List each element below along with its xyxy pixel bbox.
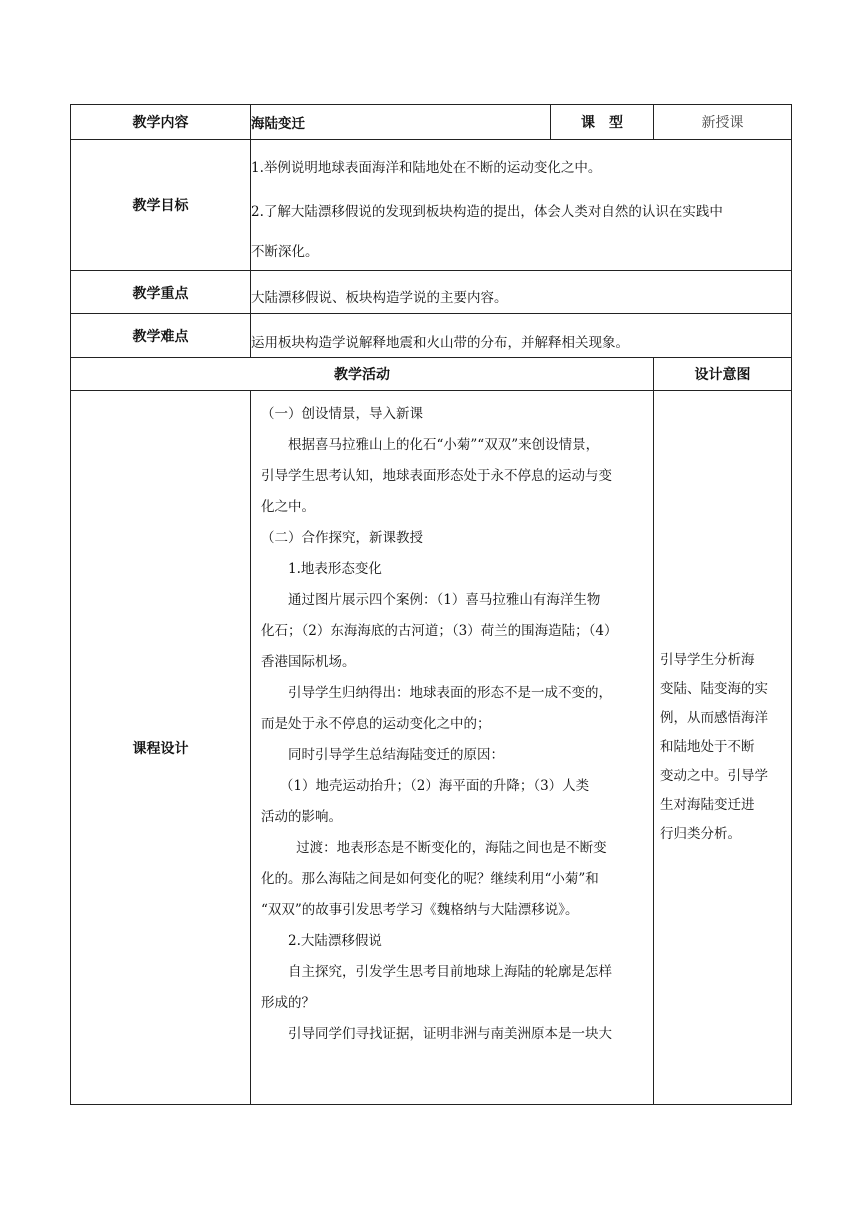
subsection-heading: 1.地表形态变化 — [288, 561, 382, 577]
section-heading: （二）合作探究，新课教授 — [261, 530, 423, 546]
intent-line: 生对海陆变迁进 — [660, 797, 755, 813]
objectives-row — [71, 140, 792, 271]
paragraph-line: 化的。那么海陆之间是如何变化的呢？继续利用“小菊”和 — [261, 871, 599, 887]
intent-header: 设计意图 — [654, 358, 792, 391]
difficulties-text: 运用板块构造学说解释地震和火山带的分布，并解释相关现象。 — [251, 314, 792, 358]
subsection-heading: 2.大陆漂移假说 — [288, 933, 382, 949]
paragraph-line: 香港国际机场。 — [261, 654, 356, 670]
difficulties-label: 教学难点 — [71, 314, 251, 358]
objective-item: 1.举例说明地球表面海洋和陆地处在不断的运动变化之中。 — [251, 160, 602, 176]
design-intent — [654, 391, 792, 1105]
paragraph-line: 同时引导学生总结海陆变迁的原因： — [288, 747, 504, 763]
paragraph-line: 根据喜马拉雅山上的化石“小菊”“双双”来创设情景， — [288, 437, 600, 453]
paragraph-line: 引导同学们寻找证据，证明非洲与南美洲原本是一块大 — [288, 1026, 612, 1042]
intent-line: 引导学生分析海 — [660, 652, 755, 668]
course-design-content — [251, 391, 654, 1105]
intent-line: 和陆地处于不断 — [660, 739, 755, 755]
key-points-row — [71, 271, 792, 314]
content-label: 教学内容 — [71, 105, 251, 140]
paragraph-line: 通过图片展示四个案例：（1）喜马拉雅山有海洋生物 — [288, 592, 601, 608]
activities-header: 教学活动 — [71, 358, 654, 391]
intent-line: 变动之中。引导学 — [660, 768, 768, 784]
type-label: 课 型 — [551, 105, 654, 140]
paragraph-line: 活动的影响。 — [261, 809, 342, 825]
intent-line: 行归类分析。 — [660, 826, 741, 842]
paragraph-line: 引导学生思考认知，地球表面形态处于永不停息的运动与变 — [261, 468, 612, 484]
content-value: 海陆变迁 — [251, 105, 551, 140]
key-points-label: 教学重点 — [71, 271, 251, 314]
intent-line: 变陆、陆变海的实 — [660, 681, 768, 697]
paragraph-line: （1）地壳运动抬升；（2）海平面的升降；（3）人类 — [279, 778, 590, 794]
objectives-content — [251, 140, 792, 271]
paragraph-line: 过渡：地表形态是不断变化的，海陆之间也是不断变 — [296, 840, 607, 856]
paragraph-line: 化之中。 — [261, 499, 315, 515]
key-points-text: 大陆漂移假说、板块构造学说的主要内容。 — [251, 271, 792, 314]
paragraph-line: 形成的？ — [261, 995, 315, 1011]
section-heading: （一）创设情景，导入新课 — [261, 406, 423, 422]
course-design-row — [71, 391, 792, 1105]
lesson-plan-table — [70, 104, 792, 1105]
course-design-label: 课程设计 — [71, 391, 251, 1105]
objectives-label: 教学目标 — [71, 140, 251, 271]
paragraph-line: 化石；（2）东海海底的古河道；（3）荷兰的围海造陆；（4） — [261, 623, 618, 639]
paragraph-line: 而是处于永不停息的运动变化之中的； — [261, 716, 491, 732]
difficulties-row — [71, 314, 792, 358]
header-row — [71, 105, 792, 140]
paragraph-line: “双双”的故事引发思考学习《魏格纳与大陆漂移说》。 — [261, 902, 579, 918]
paragraph-line: 引导学生归纳得出：地球表面的形态不是一成不变的， — [288, 685, 612, 701]
paragraph-line: 自主探究，引发学生思考目前地球上海陆的轮廓是怎样 — [288, 964, 612, 980]
objective-item: 不断深化。 — [251, 244, 319, 260]
activity-header-row — [71, 358, 792, 391]
intent-line: 例，从而感悟海洋 — [660, 710, 768, 726]
objective-item: 2.了解大陆漂移假说的发现到板块构造的提出，体会人类对自然的认识在实践中 — [251, 204, 723, 220]
type-value: 新授课 — [654, 105, 792, 140]
